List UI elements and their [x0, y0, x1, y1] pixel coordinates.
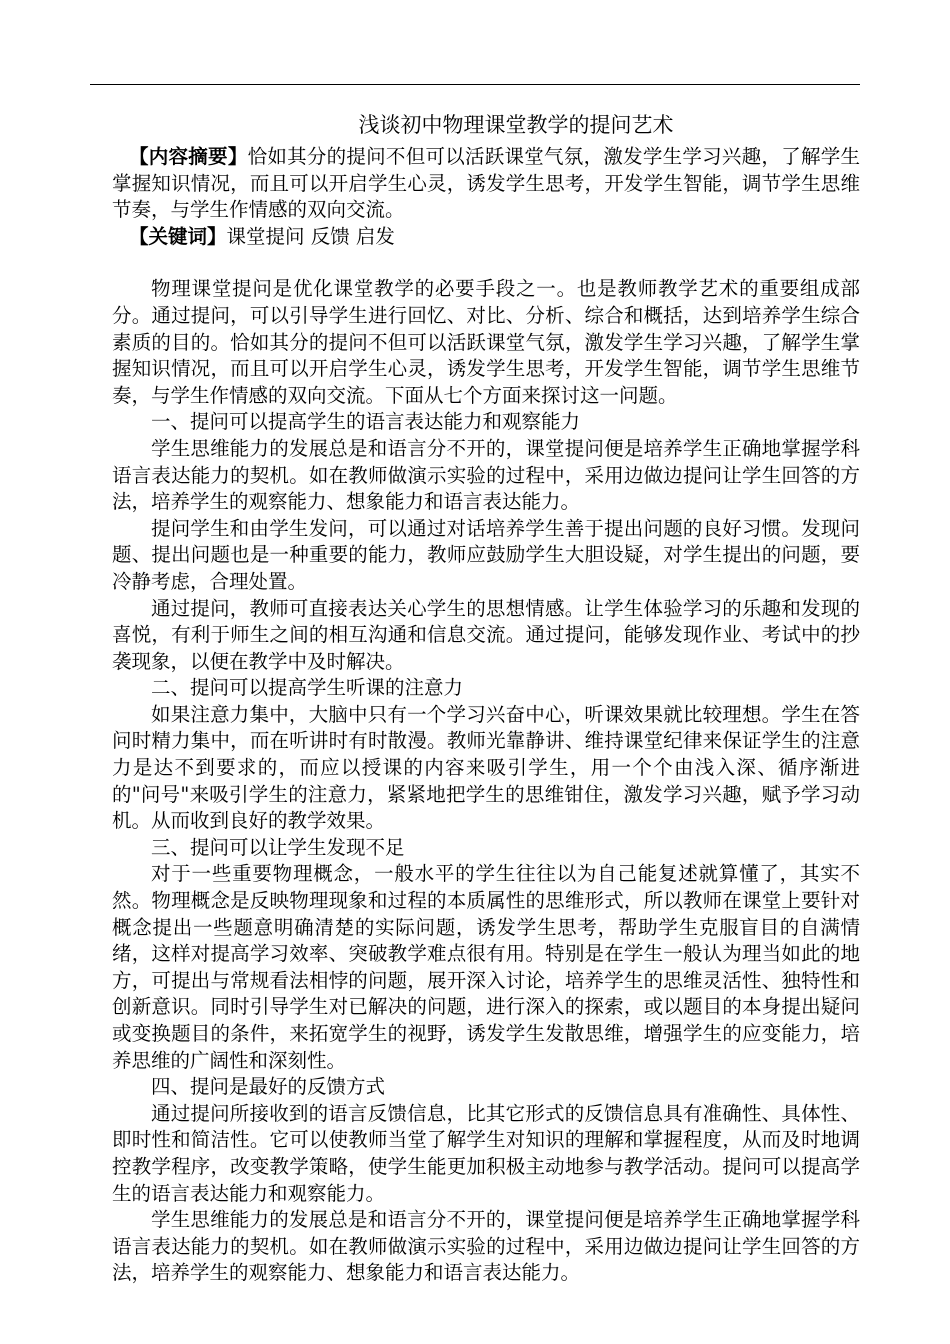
body-paragraph: 学生思维能力的发展总是和语言分不开的，课堂提问便是培养学生正确地掌握学科语言表达能力的契机。如在教师做演示实验的过程中，采用边做边提问让学生回答的方法，培养学生的观察能力、想象能力和语言表达能力。: [112, 436, 860, 514]
keywords-text: 课堂提问 反馈 启发: [226, 224, 395, 248]
abstract: [112, 144, 860, 224]
body-paragraph: 通过提问，教师可直接表达关心学生的思想情感。让学生体验学习的乐趣和发现的喜悦，有利于师生之间的相互沟通和信息交流。通过提问，能够发现作业、考试中的抄袭现象，以便在教学中及时解决。: [112, 596, 860, 673]
section-heading: 四、提问是最好的反馈方式: [151, 1075, 386, 1099]
body-paragraph: 提问学生和由学生发问，可以通过对话培养学生善于提出问题的良好习惯。发现问题、提出问题也是一种重要的能力，教师应鼓励学生大胆设疑，对学生提出的问题，要冷静考虑，合理处置。: [112, 516, 860, 593]
section-heading: 一、提问可以提高学生的语言表达能力和观察能力: [151, 410, 581, 434]
body-paragraph: 物理课堂提问是优化课堂教学的必要手段之一。也是教师教学艺术的重要组成部分。通过提问，可以引导学生进行回忆、对比、分析、综合和概括，达到培养学生综合素质的目的。恰如其分的提问不但可以活跃课堂气氛，激发学生学习兴趣，了解学生掌握知识情况，而且可以开启学生心灵，诱发学生思考，开发学生智能，调节学生思维节奏，与学生作情感的双向交流。下面从七个方面来探讨这一问题。: [112, 277, 860, 407]
keywords: [112, 224, 860, 251]
body-paragraph: 学生思维能力的发展总是和语言分不开的，课堂提问便是培养学生正确地掌握学科语言表达能力的契机。如在教师做演示实验的过程中，采用边做边提问让学生回答的方法，培养学生的观察能力、想象能力和语言表达能力。: [112, 1208, 860, 1285]
body-paragraph: 通过提问所接收到的语言反馈信息，比其它形式的反馈信息具有准确性、具体性、即时性和简洁性。它可以使教师当堂了解学生对知识的理解和掌握程度，从而及时地调控教学程序，改变教学策略，使学生能更加积极主动地参与教学活动。提问可以提高学生的语言表达能力和观察能力。: [112, 1101, 860, 1205]
document-title: 浅谈初中物理课堂教学的提问艺术: [358, 113, 674, 137]
document-body: [112, 108, 860, 1287]
section-heading: 二、提问可以提高学生听课的注意力: [151, 676, 464, 700]
body-paragraph: 如果注意力集中，大脑中只有一个学习兴奋中心，听课效果就比较理想。学生在答问时精力集中，而在听讲时有时散漫。教师光靠静讲、维持课堂纪律来保证学生的注意力是达不到要求的，而应以授课的内容来吸引学生，用一个个由浅入深、循序渐进的"问号"来吸引学生的注意力，紧紧地把学生的思维钳住，激发学习兴趣，赋予学习动机。从而收到良好的教学效果。: [112, 702, 860, 833]
keywords-label: 【关键词】: [129, 224, 227, 248]
abstract-label: 【内容摘要】: [129, 145, 248, 168]
header-rule: [90, 84, 860, 85]
section-heading: 三、提问可以让学生发现不足: [151, 835, 405, 859]
abstract-text: 恰如其分的提问不但可以活跃课堂气氛，激发学生学习兴趣，了解学生掌握知识情况，而且可以开启学生心灵，诱发学生思考，开发学生智能，调节学生思维节奏，与学生作情感的双向交流。: [112, 145, 860, 222]
body-paragraph: 对于一些重要物理概念，一般水平的学生往往以为自己能复述就算懂了，其实不然。物理概念是反映物理现象和过程的本质属性的思维形式，所以教师在课堂上要针对概念提出一些题意明确清楚的实际问题，诱发学生思考，帮助学生克服盲目的自满情绪，这样对提高学习效率、突破教学难点很有用。特别是在学生一般认为理当如此的地方，可提出与常规看法相悖的问题，展开深入讨论，培养学生的思维灵活性、独特性和创新意识。同时引导学生对已解决的问题，进行深入的探索，或以题目的本身提出疑问或变换题目的条件，来拓宽学生的视野，诱发学生发散思维，增强学生的应变能力，培养思维的广阔性和深刻性。: [112, 862, 860, 1072]
spacer: [112, 250, 860, 276]
